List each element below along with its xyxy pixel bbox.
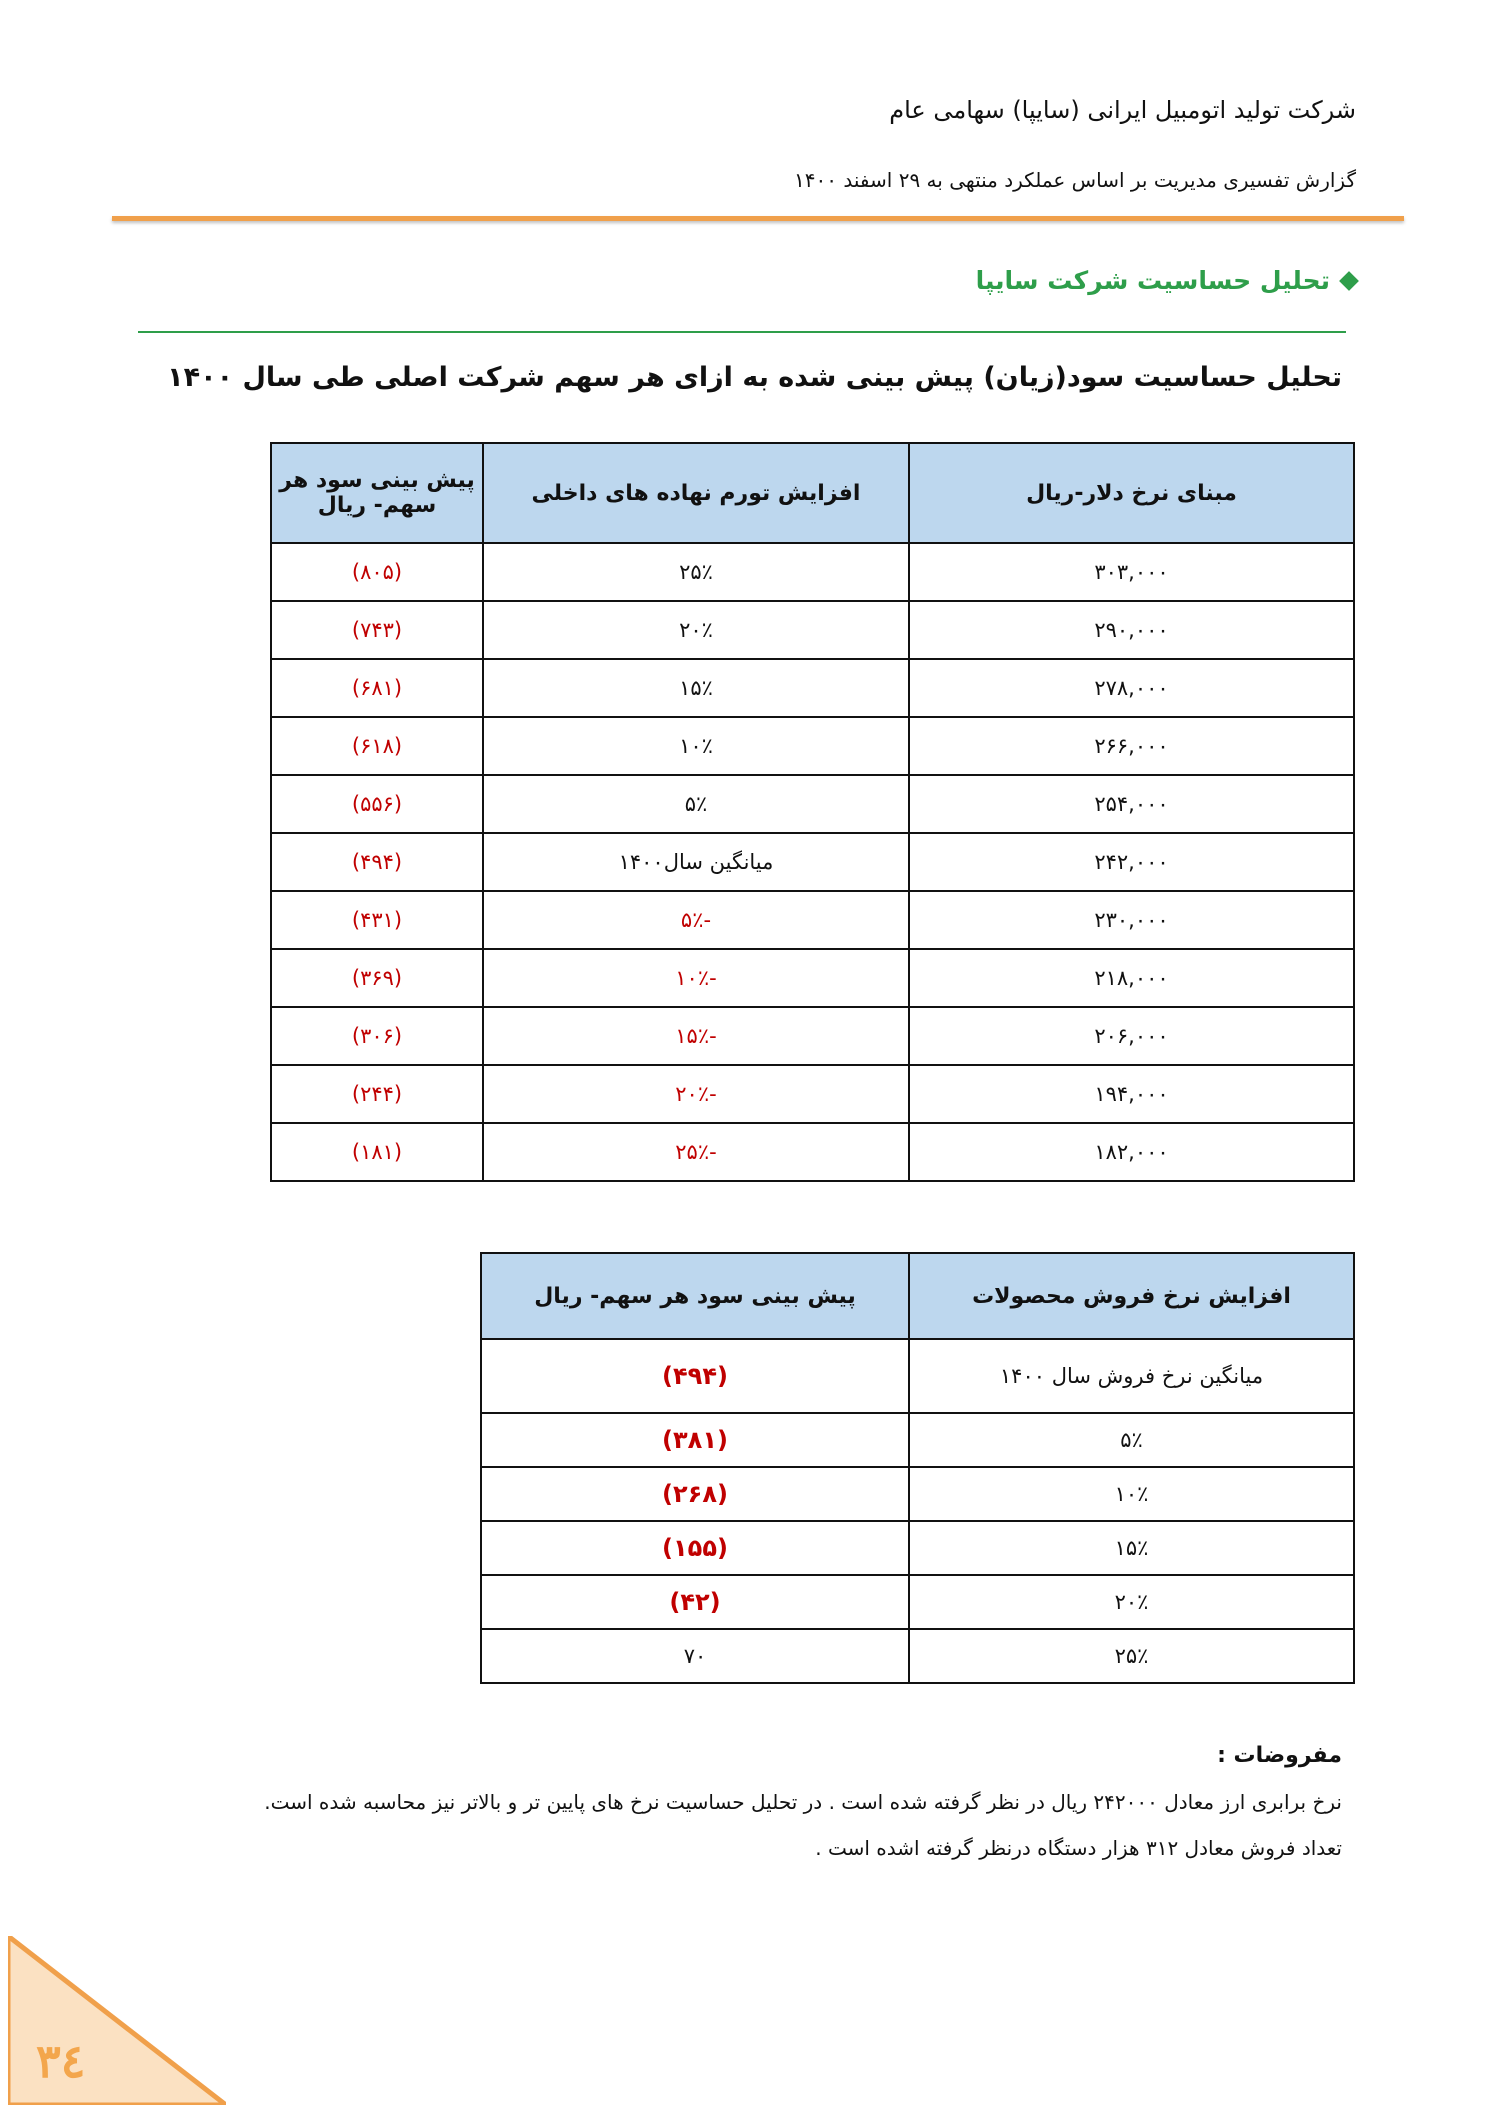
cell-rate: ۲۳۰,۰۰۰ (909, 891, 1354, 949)
table-row (271, 833, 1354, 891)
cell-eps: (۶۱۸) (271, 717, 483, 775)
page-number: ۳٤ (36, 2034, 86, 2088)
cell-inflation: ۱۵٪ (483, 659, 909, 717)
header-divider (112, 216, 1404, 221)
cell-inflation: -۱۰٪ (483, 949, 909, 1007)
table-row (271, 775, 1354, 833)
cell-inflation: -۲۰٪ (483, 1065, 909, 1123)
cell-rate: ۲۰۶,۰۰۰ (909, 1007, 1354, 1065)
section-heading (976, 266, 1356, 295)
cell-increase: ۲۵٪ (909, 1629, 1354, 1683)
cell-rate: ۳۰۳,۰۰۰ (909, 543, 1354, 601)
table-row (271, 717, 1354, 775)
exchange-rate-sensitivity-table (270, 442, 1355, 1182)
assumptions-title: مفروضات : (1217, 1743, 1342, 1768)
cell-eps: (۸۰۵) (271, 543, 483, 601)
cell-eps: (۶۸۱) (271, 659, 483, 717)
cell-eps: (۳۰۶) (271, 1007, 483, 1065)
cell-eps: (۲۶۸) (481, 1467, 909, 1521)
cell-inflation: ۵٪ (483, 775, 909, 833)
table-row (481, 1413, 1354, 1467)
cell-rate: ۲۵۴,۰۰۰ (909, 775, 1354, 833)
table-row (481, 1339, 1354, 1413)
cell-eps: (۴۹۴) (271, 833, 483, 891)
cell-inflation: -۲۵٪ (483, 1123, 909, 1181)
assumption-line-2: تعداد فروش معادل ۳۱۲ هزار دستگاه درنظر گرفته اشده است . (815, 1836, 1342, 1860)
report-subtitle: گزارش تفسیری مدیریت بر اساس عملکرد منتهی به ۲۹ اسفند ۱۴۰۰ (794, 168, 1356, 192)
cell-eps: (۵۵۶) (271, 775, 483, 833)
table-row (271, 659, 1354, 717)
sales-price-sensitivity-table (480, 1252, 1355, 1684)
table-header-row (271, 443, 1354, 543)
cell-increase: میانگین نرخ فروش سال ۱۴۰۰ (909, 1339, 1354, 1413)
cell-eps: (۷۴۳) (271, 601, 483, 659)
cell-rate: ۱۸۲,۰۰۰ (909, 1123, 1354, 1181)
col-header-price-increase: افزایش نرخ فروش محصولات (909, 1253, 1354, 1339)
cell-inflation: -۵٪ (483, 891, 909, 949)
cell-eps: (۴۳۱) (271, 891, 483, 949)
col-header-inflation: افزایش تورم نهاده های داخلی (483, 443, 909, 543)
section-divider (138, 331, 1346, 333)
table-row (271, 949, 1354, 1007)
cell-rate: ۱۹۴,۰۰۰ (909, 1065, 1354, 1123)
col-header-eps: پیش بینی سود هر سهم- ریال (271, 443, 483, 543)
table-row (271, 543, 1354, 601)
cell-rate: ۲۴۲,۰۰۰ (909, 833, 1354, 891)
cell-rate: ۲۱۸,۰۰۰ (909, 949, 1354, 1007)
cell-rate: ۲۷۸,۰۰۰ (909, 659, 1354, 717)
cell-increase: ۱۰٪ (909, 1467, 1354, 1521)
section-heading-text: تحلیل حساسیت شرکت سایپا (975, 266, 1330, 295)
cell-inflation: ۲۵٪ (483, 543, 909, 601)
cell-inflation: ۲۰٪ (483, 601, 909, 659)
cell-eps: (۴۲) (481, 1575, 909, 1629)
company-name: شرکت تولید اتومبیل ایرانی (سایپا) سهامی عام (889, 96, 1356, 124)
cell-eps: (۳۶۹) (271, 949, 483, 1007)
table-row (481, 1575, 1354, 1629)
cell-eps: (۱۵۵) (481, 1521, 909, 1575)
table1-title: تحلیل حساسیت سود(زیان) پیش بینی شده به ازای هر سهم شرکت اصلی طی سال ۱۴۰۰ (167, 362, 1342, 393)
table-row (271, 1007, 1354, 1065)
table-row (271, 1065, 1354, 1123)
cell-rate: ۲۹۰,۰۰۰ (909, 601, 1354, 659)
cell-increase: ۱۵٪ (909, 1521, 1354, 1575)
cell-inflation: ۱۰٪ (483, 717, 909, 775)
cell-eps: (۲۴۴) (271, 1065, 483, 1123)
bullet-diamond-icon (1339, 271, 1359, 291)
table-row (481, 1467, 1354, 1521)
table-row (481, 1629, 1354, 1683)
cell-eps: (۳۸۱) (481, 1413, 909, 1467)
col-header-rate: مبنای نرخ دلار-ریال (909, 443, 1354, 543)
table-row (271, 601, 1354, 659)
cell-increase: ۲۰٪ (909, 1575, 1354, 1629)
table-row (481, 1521, 1354, 1575)
assumption-line-1: نرخ برابری ارز معادل ۲۴۲۰۰۰ ریال در نظر گرفته شده است . در تحلیل حساسیت نرخ های پایین تر و بالاتر نیز محاسبه شده است. (264, 1790, 1342, 1814)
cell-inflation: -۱۵٪ (483, 1007, 909, 1065)
cell-inflation: میانگین سال۱۴۰۰ (483, 833, 909, 891)
cell-eps: (۴۹۴) (481, 1339, 909, 1413)
table-header-row (481, 1253, 1354, 1339)
cell-eps: ۷۰ (481, 1629, 909, 1683)
table-row (271, 891, 1354, 949)
cell-eps: (۱۸۱) (271, 1123, 483, 1181)
cell-increase: ۵٪ (909, 1413, 1354, 1467)
table-row (271, 1123, 1354, 1181)
col-header-eps: پیش بینی سود هر سهم- ریال (481, 1253, 909, 1339)
cell-rate: ۲۶۶,۰۰۰ (909, 717, 1354, 775)
